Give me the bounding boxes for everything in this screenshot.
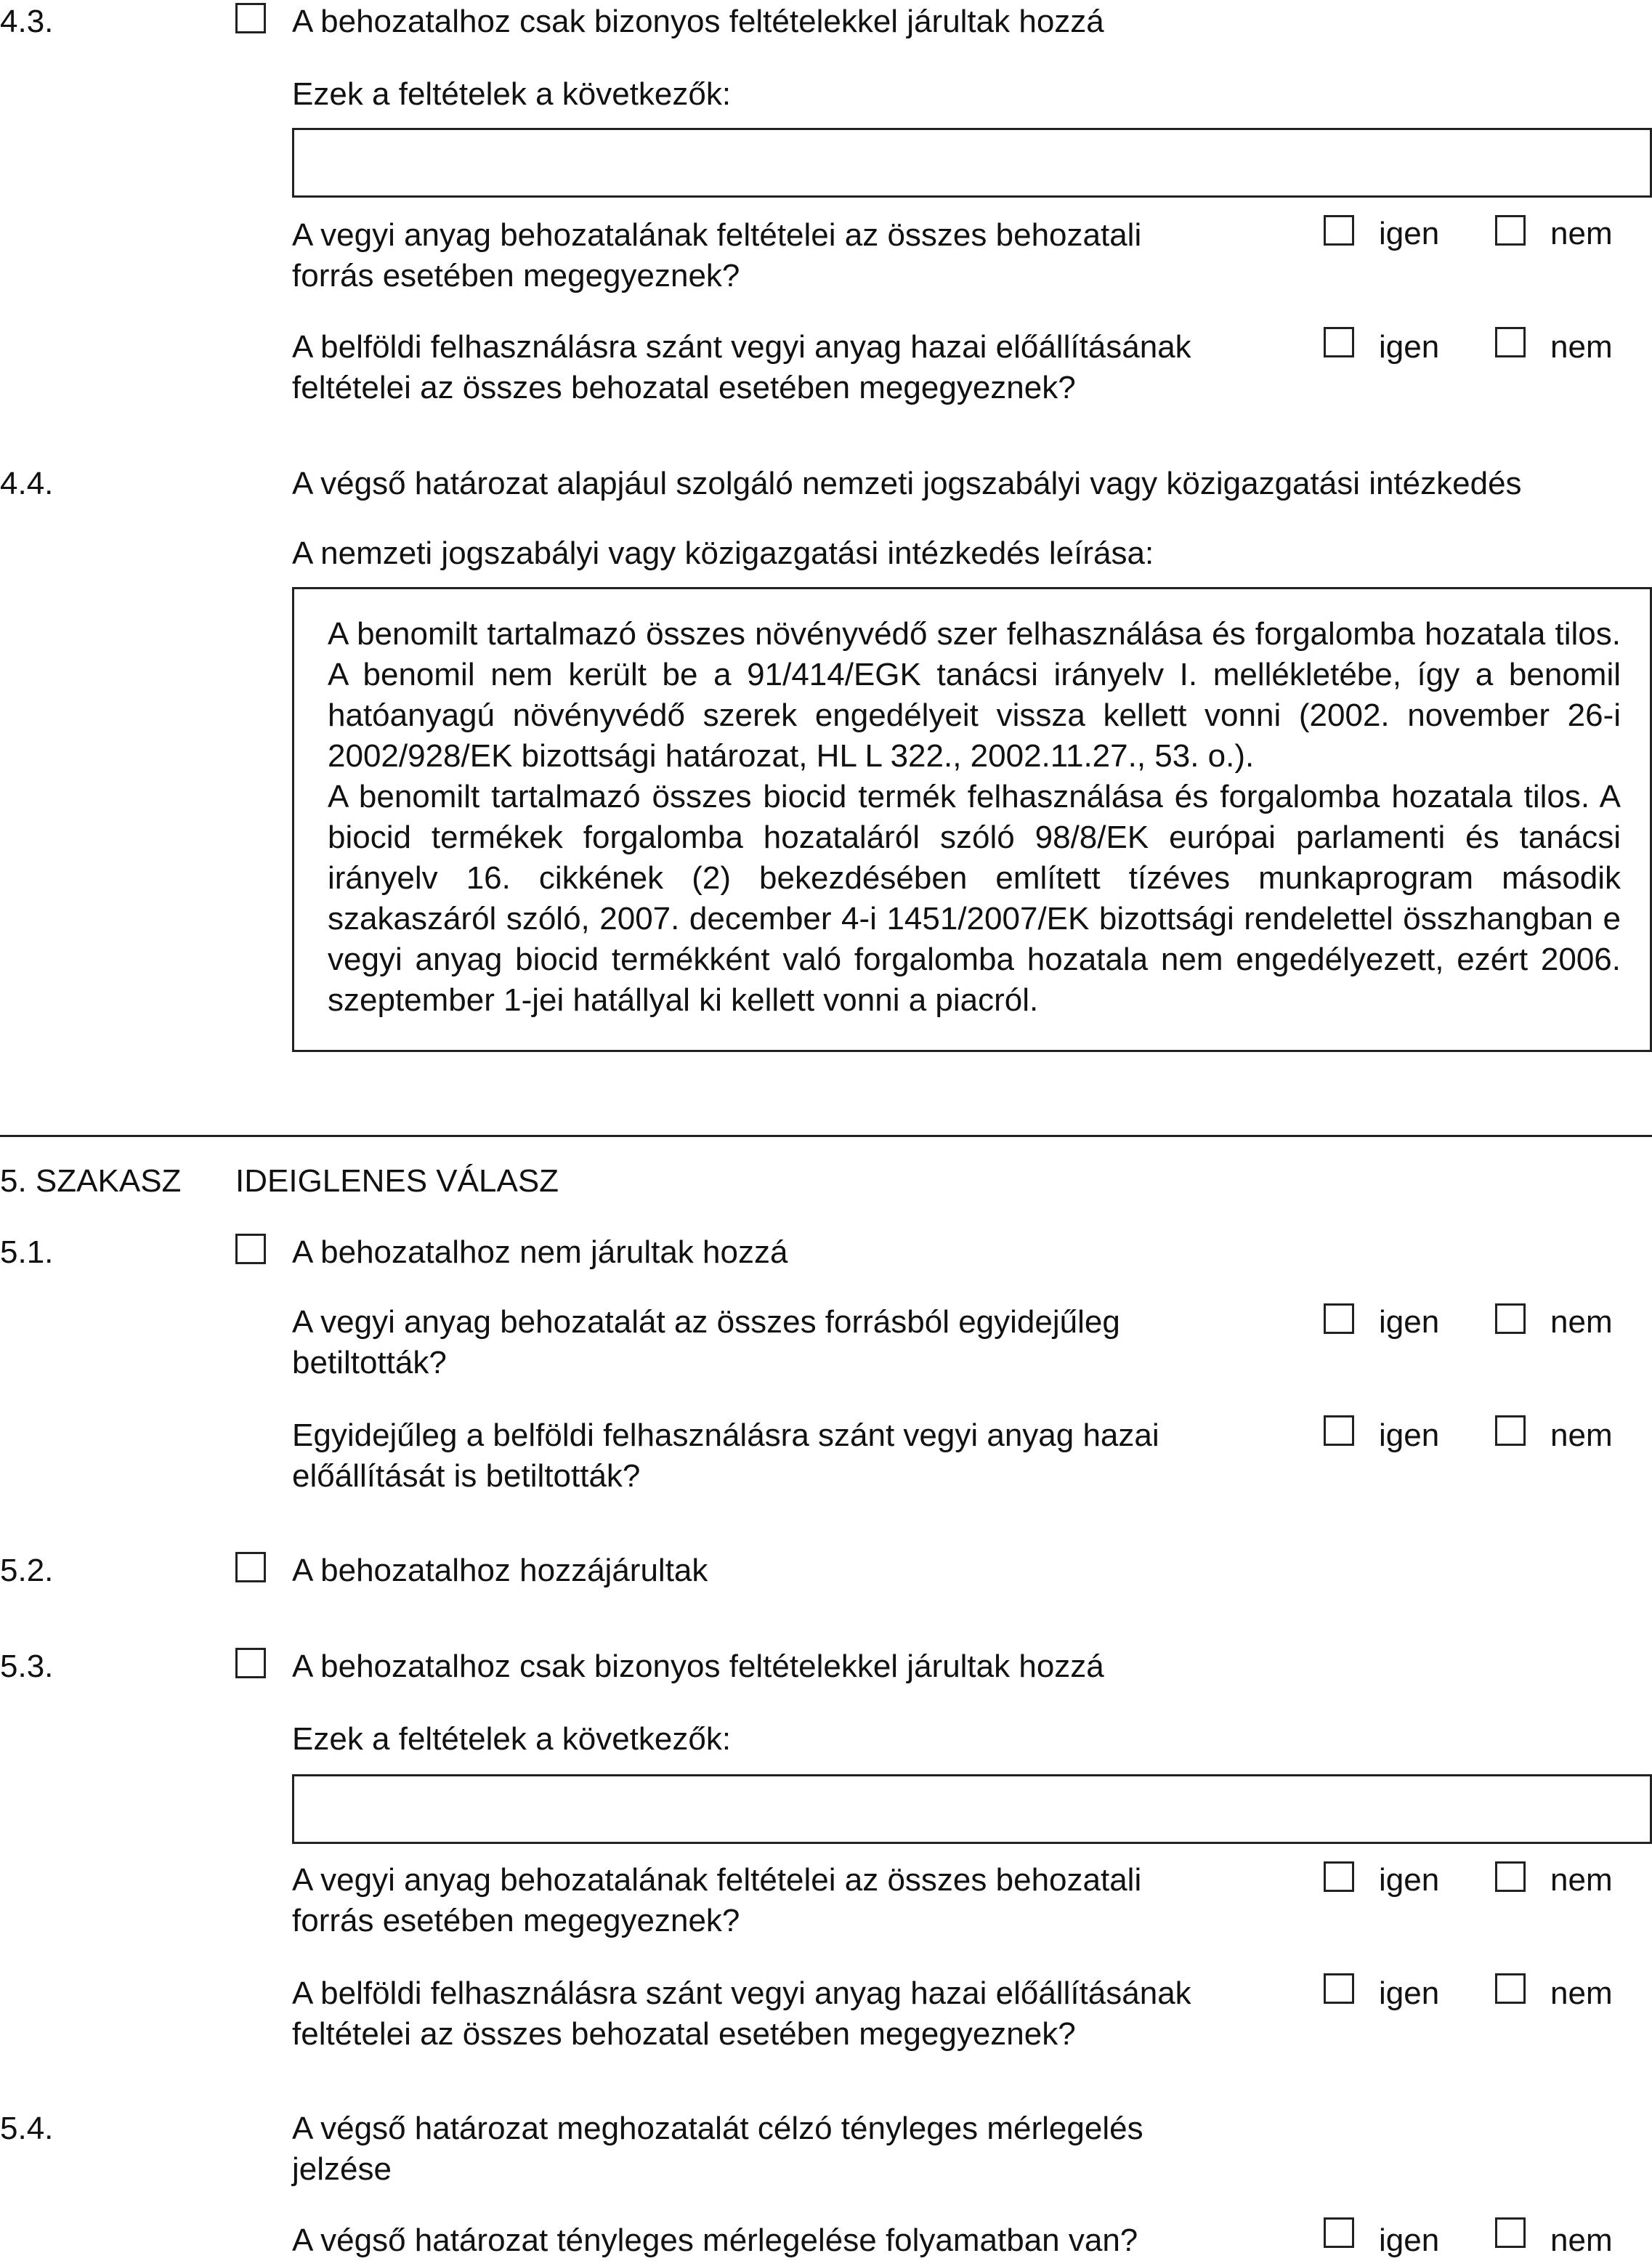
yes-checkbox[interactable] <box>1324 2217 1354 2248</box>
section-number: 4.3. <box>0 4 54 39</box>
question-line: A belföldi felhasználásra szánt vegyi anyag hazai előállításának <box>292 1975 1191 2011</box>
description-box <box>292 587 1652 1052</box>
question-line: Egyidejűleg a belföldi felhasználásra szánt vegyi anyag hazai <box>292 1417 1159 1453</box>
section-checkbox[interactable] <box>235 3 266 33</box>
no-label: nem <box>1550 1975 1613 2011</box>
question-line: A vegyi anyag behozatalának feltételei az összes behozatali <box>292 217 1142 253</box>
section-checkbox[interactable] <box>235 1552 266 1582</box>
conditions-input[interactable] <box>292 1774 1652 1844</box>
conditions-label: Ezek a feltételek a következők: <box>292 1721 732 1757</box>
section-title-line: jelzése <box>292 2151 392 2187</box>
no-label: nem <box>1550 216 1613 251</box>
question-line: betiltották? <box>292 1345 447 1380</box>
section-title: A behozatalhoz hozzájárultak <box>292 1553 708 1588</box>
no-label: nem <box>1550 1304 1613 1340</box>
description-paragraph: A benomilt tartalmazó összes biocid termék felhasználása és forgalomba hozatala tilos. A biocid termékek forgalomba hozataláról szóló 98/8/EK európai parlamenti és tanácsi irányelv 16. cikkének (2) bekezdésében említett tízéves munkaprogram második szakaszáról szóló, 2007. december 4-i 1451/2007/EK bizottsági rendelettel összhangban e vegyi anyag biocid termékként való forgalomba hozatala nem engedélyezett, ezért 2006. szeptember 1-jei hatállyal ki kellett vonni a piacról. <box>328 779 1621 1018</box>
question-line: feltételei az összes behozatal esetében megegyeznek? <box>292 370 1076 405</box>
yes-label: igen <box>1379 2222 1440 2258</box>
yes-label: igen <box>1379 1417 1440 1453</box>
section-title-line: A végső határozat meghozatalát célzó tényleges mérlegelés <box>292 2111 1143 2146</box>
section-title: A végső határozat alapjául szolgáló nemzeti jogszabályi vagy közigazgatási intézkedés <box>292 466 1522 501</box>
no-checkbox[interactable] <box>1495 1415 1526 1446</box>
section-number: 5.4. <box>0 2111 54 2146</box>
section-number: 5.1. <box>0 1234 54 1270</box>
question-line: A vegyi anyag behozatalának feltételei az összes behozatali <box>292 1862 1142 1898</box>
no-checkbox[interactable] <box>1495 1861 1526 1892</box>
no-checkbox[interactable] <box>1495 215 1526 246</box>
no-label: nem <box>1550 1417 1613 1453</box>
yes-label: igen <box>1379 216 1440 251</box>
section-checkbox[interactable] <box>235 1648 266 1678</box>
question-line: A belföldi felhasználásra szánt vegyi anyag hazai előállításának <box>292 329 1191 365</box>
question-line: feltételei az összes behozatal esetében megegyeznek? <box>292 2016 1076 2052</box>
section-checkbox[interactable] <box>235 1234 266 1264</box>
no-label: nem <box>1550 329 1613 365</box>
section-title: A behozatalhoz nem járultak hozzá <box>292 1234 788 1270</box>
yes-label: igen <box>1379 1862 1440 1898</box>
part-label: 5. SZAKASZ <box>0 1163 182 1199</box>
yes-checkbox[interactable] <box>1324 1861 1354 1892</box>
yes-checkbox[interactable] <box>1324 1303 1354 1334</box>
no-checkbox[interactable] <box>1495 1303 1526 1334</box>
yes-label: igen <box>1379 1975 1440 2011</box>
yes-label: igen <box>1379 1304 1440 1340</box>
description-label: A nemzeti jogszabályi vagy közigazgatási intézkedés leírása: <box>292 535 1154 571</box>
yes-checkbox[interactable] <box>1324 1415 1354 1446</box>
section-number: 4.4. <box>0 466 54 501</box>
conditions-input[interactable] <box>292 128 1652 198</box>
no-checkbox[interactable] <box>1495 327 1526 357</box>
question-line: forrás esetében megegyeznek? <box>292 1903 740 1938</box>
question-line: A végső határozat tényleges mérlegelése folyamatban van? <box>292 2222 1138 2258</box>
question-line: A vegyi anyag behozatalát az összes forrásból egyidejűleg <box>292 1304 1120 1340</box>
no-checkbox[interactable] <box>1495 2217 1526 2248</box>
section-number: 5.3. <box>0 1649 54 1684</box>
part-title: IDEIGLENES VÁLASZ <box>235 1163 559 1199</box>
no-checkbox[interactable] <box>1495 1973 1526 2004</box>
no-label: nem <box>1550 1862 1613 1898</box>
section-number: 5.2. <box>0 1553 54 1588</box>
no-label: nem <box>1550 2222 1613 2258</box>
section-title: A behozatalhoz csak bizonyos feltételekkel járultak hozzá <box>292 4 1104 39</box>
question-line: forrás esetében megegyeznek? <box>292 258 740 294</box>
section-title: A behozatalhoz csak bizonyos feltételekkel járultak hozzá <box>292 1649 1104 1684</box>
yes-checkbox[interactable] <box>1324 327 1354 357</box>
description-paragraph: A benomilt tartalmazó összes növényvédő szer felhasználása és forgalomba hozatala tilos. A benomil nem került be a 91/414/EGK tanácsi irányelv I. mellékletébe, így a benomil hatóanyagú növényvédő szerek engedélyeit vissza kellett vonni (2002. november 26-i 2002/928/EK bizottsági határozat, HL L 322., 2002.11.27., 53. o.). <box>328 616 1621 774</box>
question-line: előállítását is betiltották? <box>292 1458 641 1494</box>
section-divider <box>0 1135 1652 1137</box>
conditions-label: Ezek a feltételek a következők: <box>292 76 732 112</box>
yes-checkbox[interactable] <box>1324 215 1354 246</box>
yes-label: igen <box>1379 329 1440 365</box>
yes-checkbox[interactable] <box>1324 1973 1354 2004</box>
